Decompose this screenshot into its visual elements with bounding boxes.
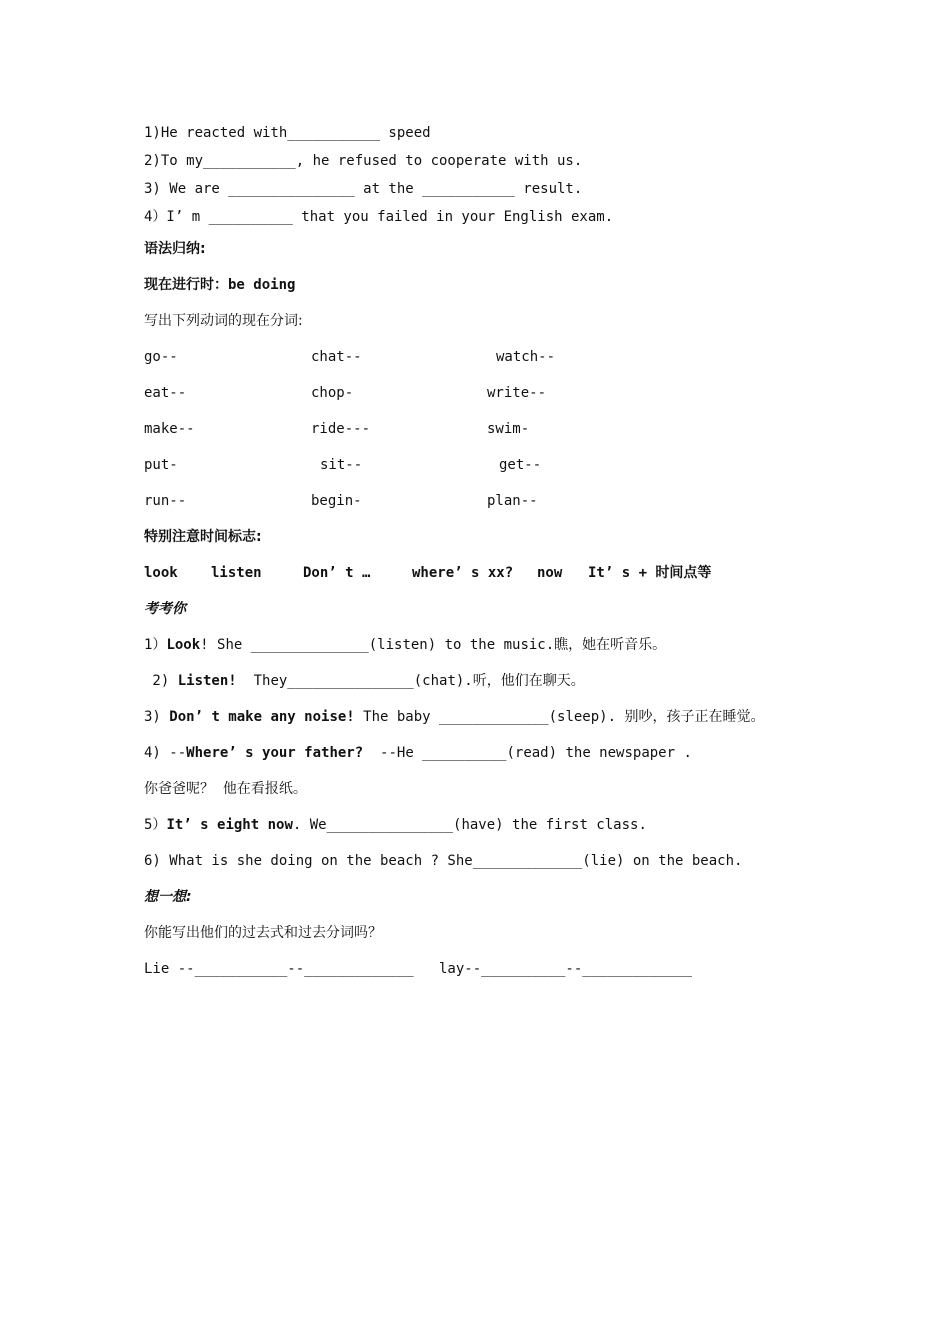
time-markers-heading: 特别注意时间标志:: [144, 529, 262, 545]
exercise-line-2: 2)To my___________, he refused to cooperate with us.: [144, 153, 583, 169]
verb-item: run--: [144, 493, 187, 509]
quiz-item-2: [144, 671, 585, 691]
verb-item: get--: [499, 457, 542, 473]
quiz-text: They_______________(chat).听，他们在聊天。: [236, 673, 585, 689]
past-forms-line: Lie --___________--_____________ lay--__________--_____________: [144, 961, 692, 977]
quiz-num: 1）: [144, 637, 167, 653]
quiz-num: 3): [144, 709, 170, 725]
quiz-num: 4) --: [144, 745, 187, 761]
quiz-cue: Look: [166, 637, 201, 653]
verb-item: eat--: [144, 385, 187, 401]
time-marker: now: [537, 565, 563, 581]
verb-item: chop-: [311, 385, 354, 401]
quiz-heading: 考考你: [144, 601, 186, 617]
quiz-cue: Listen!: [177, 673, 237, 689]
quiz-text: ! She ______________(listen) to the music.瞧，她在听音乐。: [200, 637, 667, 653]
time-marker: It’ s + 时间点等: [588, 565, 712, 581]
verb-item: watch--: [496, 349, 556, 365]
quiz-num: 5）: [144, 817, 167, 833]
verb-item: chat--: [311, 349, 362, 365]
verb-item: write--: [487, 385, 547, 401]
exercise-line-1: 1)He reacted with___________ speed: [144, 125, 431, 141]
quiz-cue: It’ s eight now: [166, 817, 293, 833]
verb-item: plan--: [487, 493, 538, 509]
verb-item: begin-: [311, 493, 362, 509]
verb-instruction: 写出下列动词的现在分词:: [144, 313, 303, 329]
grammar-heading: 语法归纳:: [144, 241, 206, 257]
quiz-item-3: [144, 707, 764, 727]
verb-item: make--: [144, 421, 195, 437]
verb-item: put-: [144, 457, 178, 473]
verb-item: go--: [144, 349, 178, 365]
verb-item: swim-: [487, 421, 530, 437]
exercise-line-3: 3) We are _______________ at the ___________ result.: [144, 181, 583, 197]
quiz-cue: Don’ t make any noise!: [169, 709, 355, 725]
time-marker: Don’ t …: [303, 565, 371, 581]
verb-item: sit--: [320, 457, 363, 473]
quiz-item-4-translation: 你爸爸呢？ 他在看报纸。: [144, 781, 307, 797]
quiz-item-5: [144, 815, 647, 835]
time-marker: where’ s xx?: [412, 565, 514, 581]
quiz-item-6: 6) What is she doing on the beach ? She_____________(lie) on the beach.: [144, 853, 743, 869]
quiz-text: The baby _____________(sleep). 别吵，孩子正在睡觉。: [354, 709, 765, 725]
verb-item: ride---: [311, 421, 371, 437]
exercise-line-4: 4）I’ m __________ that you failed in your English exam.: [144, 209, 614, 225]
quiz-text: . We_______________(have) the first class.: [292, 817, 647, 833]
quiz-num: 2): [144, 673, 178, 689]
time-marker: listen: [211, 565, 262, 581]
tense-heading: 现在进行时：be doing: [144, 277, 296, 293]
quiz-item-4: [144, 743, 692, 763]
time-marker: look: [144, 565, 178, 581]
quiz-cue: Where’ s your father?: [186, 745, 364, 761]
think-question: 你能写出他们的过去式和过去分词吗？: [144, 925, 382, 941]
quiz-text: --He __________(read) the newspaper .: [363, 745, 692, 761]
think-heading: 想一想:: [144, 889, 192, 905]
quiz-item-1: [144, 635, 666, 655]
